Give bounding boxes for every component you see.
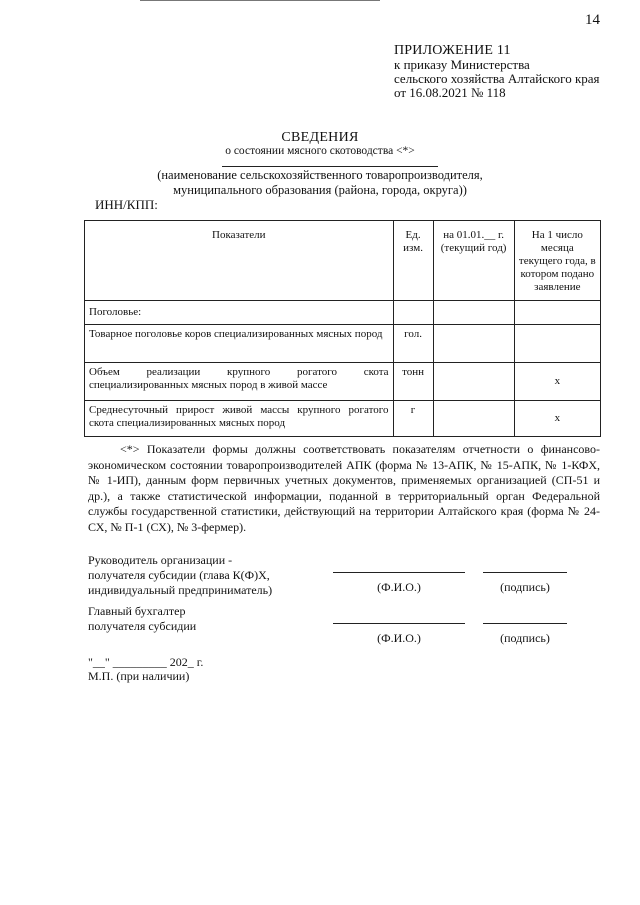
caption-line: (наименование сельскохозяйственного товаропроизводителя, [157, 168, 483, 182]
row-label: Среднесуточный прирост живой массы крупного рогатого скота специализированных мясных пород [85, 401, 394, 437]
label-line: индивидуальный предприниматель) [88, 583, 273, 597]
appendix-line: сельского хозяйства Алтайского края [394, 71, 600, 86]
livestock-table [84, 220, 601, 437]
row-value-month: x [514, 363, 600, 401]
head-fio-caption: (Ф.И.О.) [377, 580, 421, 594]
document-subtitle: о состоянии мясного скотоводства <*> [225, 145, 415, 157]
row-unit: гол. [393, 325, 433, 363]
label-line: получателя субсидии [88, 619, 197, 633]
label-line: Руководитель организации - [88, 553, 233, 567]
table-row [85, 325, 601, 363]
accountant-signature-label [88, 604, 196, 634]
stamp-label: М.П. (при наличии) [88, 669, 190, 683]
document-title: СВЕДЕНИЯ [281, 130, 359, 145]
row-unit: тонн [393, 363, 433, 401]
table-row [85, 401, 601, 437]
head-signature-line[interactable] [483, 572, 567, 573]
scan-edge-line [140, 0, 380, 1]
accountant-signature-caption: (подпись) [500, 631, 550, 645]
header-on-date: на 01.01.__ г. (текущий год) [433, 221, 514, 301]
row-value-month[interactable] [514, 325, 600, 363]
row-unit [393, 301, 433, 325]
row-unit: г [393, 401, 433, 437]
header-unit: Ед. изм. [393, 221, 433, 301]
head-signature-label [88, 553, 272, 598]
page-number: 14 [585, 12, 600, 28]
date-field[interactable]: "__" _________ 202_ г. [88, 655, 204, 669]
footnote: <*> Показатели формы должны соответствовать показателям отчетности о финансово-экономическом состоянии товаропроизводителей АПК (форма № 13-АПК, № 15-АПК, № 1-КФХ, № 1-ИП), данным форм первичных учетных документов, применяемых организацией (СП-51 и др.), а также статистической информации, поданной в территориальный орган Федеральной службы государственной статистики, действующий на территории Алтайского края (форма № 24-СХ, № П-1 (СХ), № 3-фермер). [88, 442, 600, 534]
table-row [85, 363, 601, 401]
caption-line: муниципального образования (района, города, округа)) [173, 183, 467, 197]
label-line: получателя субсидии (глава К(Ф)Х, [88, 568, 270, 582]
row-value-current[interactable] [433, 401, 514, 437]
row-value-current[interactable] [433, 325, 514, 363]
row-value-month[interactable] [514, 301, 600, 325]
accountant-fio-caption: (Ф.И.О.) [377, 631, 421, 645]
accountant-signature-line[interactable] [483, 623, 567, 624]
row-value-current[interactable] [433, 301, 514, 325]
row-value-month: x [514, 401, 600, 437]
appendix-date: от 16.08.2021 № 118 [394, 85, 506, 100]
table-header-row [85, 221, 601, 301]
row-label: Объем реализации крупного рогатого скота специализированных мясных пород в живой массе [85, 363, 394, 401]
header-on-first: На 1 число месяца текущего года, в котором подано заявление [514, 221, 600, 301]
row-label: Поголовье: [85, 301, 394, 325]
producer-name-caption [0, 168, 640, 198]
head-fio-line[interactable] [333, 572, 465, 573]
row-label: Товарное поголовье коров специализированных мясных пород [85, 325, 394, 363]
row-value-current[interactable] [433, 363, 514, 401]
appendix-title: ПРИЛОЖЕНИЕ 11 [394, 43, 511, 58]
head-signature-caption: (подпись) [500, 580, 550, 594]
producer-name-line[interactable] [222, 166, 438, 167]
header-indicators: Показатели [85, 221, 394, 301]
inn-kpp-label: ИНН/КПП: [95, 197, 158, 212]
label-line: Главный бухгалтер [88, 604, 186, 618]
accountant-fio-line[interactable] [333, 623, 465, 624]
appendix-line: к приказу Министерства [394, 57, 530, 72]
appendix-header [394, 44, 600, 100]
table-row [85, 301, 601, 325]
